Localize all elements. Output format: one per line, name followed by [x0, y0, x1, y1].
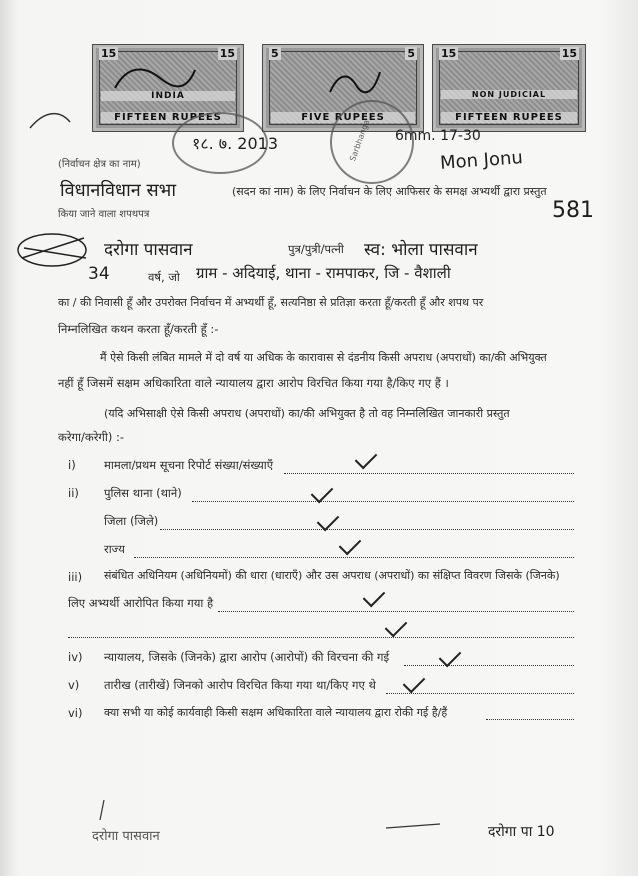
fill-line: [68, 636, 574, 638]
court-label: न्यायालय, जिसके (जिनके) द्वारा आरोप (आरोपों) की विरचना की गई: [104, 650, 390, 664]
statement-intro: निम्नलिखित कथन करता हूँ/करती हूँ :-: [58, 322, 219, 336]
item-number: i): [68, 458, 76, 472]
affidavit-intro: (सदन का नाम) के लिए निर्वाचन के लिए आफिसर के समक्ष अभ्यर्थी द्वारा प्रस्तुत: [232, 185, 547, 198]
stamp-country: INDIA: [101, 91, 235, 101]
stamp-denomination: 15: [561, 47, 577, 60]
father-name: स्व: भोला पासवान: [364, 240, 478, 260]
stamp-denomination: 15: [441, 47, 457, 60]
affidavit-label: किया जाने वाला शपथपत्र: [58, 209, 150, 220]
paragraph-2: (यदि अभिसाक्षी ऐसे किसी अपराध (अपराधों) का/की अभियुक्त है तो वह निम्नलिखित जानकारी प्रस्तुत: [104, 407, 510, 420]
fill-line: [218, 610, 574, 612]
district-label: जिला (जिले): [104, 514, 159, 528]
stamp-denomination: 5: [271, 47, 279, 60]
fill-line: [404, 664, 574, 666]
resident-statement: का / की निवासी हूँ और उपरोक्त निर्वाचन में अभ्यर्थी हूँ, सत्यनिष्ठा से प्रतिज्ञा करता हूँ/करती हूँ और शपथ पर: [58, 296, 484, 309]
stamp-label: NON JUDICIAL: [441, 90, 577, 99]
stamp-denomination: 15: [219, 47, 235, 60]
paragraph-1: मैं ऐसे किसी लंबित मामले में दो वर्ष या अधिक के कारावास से दंडनीय किसी अपराध (अपराधों) का/की अभियुक्त: [100, 351, 547, 364]
item-number: vi): [68, 706, 83, 720]
candidate-age: 34: [88, 264, 110, 284]
fill-line: [284, 472, 574, 474]
stamp-date: १८. ७. 2013: [192, 134, 279, 153]
item-number: iv): [68, 650, 83, 664]
act-section-label: संबंधित अधिनियम (अधिनियमों) की धारा (धाराएँ) और उस अपराध (अपराधों) का संक्षिप्त विवरण जिसके (जिनके): [104, 569, 560, 582]
fill-line: [160, 528, 574, 530]
age-label: वर्ष, जो: [148, 270, 180, 284]
stamp-signatures: [0, 0, 638, 180]
state-label: राज्य: [104, 542, 125, 556]
paragraph-2-cont: करेगा/करेगी) :-: [58, 430, 125, 444]
seal-text: Sarbhanga: [348, 118, 372, 163]
serial-number: 581: [552, 198, 594, 223]
fill-line: [134, 556, 574, 558]
paragraph-1-cont: नहीं हूँ जिसमें सक्षम अधिकारिता वाले न्यायालय द्वारा आरोप विरचित किया गया है/किए गए हैं ।: [58, 376, 449, 390]
footer-signature-right: दरोगा पा 10: [488, 824, 555, 840]
footer-signature-left: दरोगा पासवान: [92, 829, 160, 844]
handwritten-note: 6mm. 17-30: [395, 128, 481, 144]
handwritten-signature: Mon Jonu: [439, 147, 524, 174]
item-number: v): [68, 678, 80, 692]
fir-number-label: मामला/प्रथम सूचना रिपोर्ट संख्या/संख्याएँ: [104, 458, 274, 472]
stamp-text: FIFTEEN RUPEES: [441, 112, 577, 123]
proceedings-stayed-label: क्या सभी या कोई कार्यवाही किसी सक्षम अधिकारिता वाले न्यायालय द्वारा रोकी गई है/हैं: [104, 706, 448, 719]
stamp-text: FIVE RUPEES: [271, 112, 415, 123]
scribble-mark: [14, 228, 94, 278]
police-station-label: पुलिस थाना (थाने): [104, 486, 182, 500]
charge-date-label: तारीख (तारीखें) जिनको आरोप विरचित किया गया था/किए गए थे: [104, 678, 376, 692]
candidate-address: ग्राम - अदियाई, थाना - रामपाकर, जि - वैशाली: [196, 264, 451, 282]
item-number: ii): [68, 486, 79, 500]
stamp-denomination: 15: [101, 47, 117, 60]
house-name-handwritten: विधानविधान सभा: [60, 180, 176, 201]
stamp-text: FIFTEEN RUPEES: [101, 112, 235, 123]
fill-line: [486, 718, 574, 720]
relation-label: पुत्र/पुत्री/पत्नी: [288, 242, 344, 256]
item-number: iii): [68, 570, 83, 584]
constituency-label: (निर्वाचन क्षेत्र का नाम): [58, 159, 141, 170]
candidate-name: दरोगा पासवान: [104, 240, 193, 260]
fill-line: [386, 692, 574, 694]
stamp-denomination: 5: [407, 47, 415, 60]
act-section-label-cont: लिए अभ्यर्थी आरोपित किया गया है: [68, 596, 214, 610]
fill-line: [192, 500, 574, 502]
